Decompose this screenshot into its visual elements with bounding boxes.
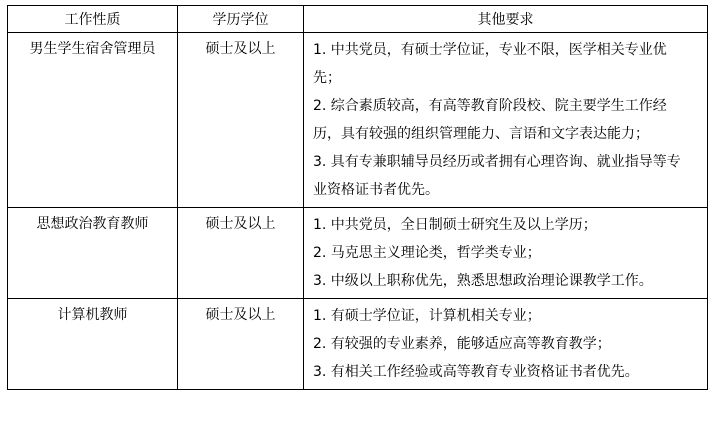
row-requirements — [304, 208, 708, 299]
requirement-item: 2. 马克思主义理论类，哲学类专业； — [313, 245, 541, 261]
requirement-item: 1. 中共党员，有硕士学位证，专业不限，医学相关专业优先； — [313, 42, 667, 86]
row-position: 思想政治教育教师 — [8, 208, 178, 299]
row-requirements — [304, 33, 708, 208]
requirement-item: 3. 中级以上职称优先，熟悉思想政治理论课教学工作。 — [313, 273, 653, 289]
table-row — [8, 33, 708, 208]
header-requirements: 其他要求 — [304, 6, 708, 33]
row-requirements — [304, 299, 708, 390]
requirement-item: 3. 有相关工作经验或高等教育专业资格证书者优先。 — [313, 364, 639, 380]
row-position: 计算机教师 — [8, 299, 178, 390]
requirement-item: 2. 有较强的专业素养，能够适应高等教育教学； — [313, 336, 611, 352]
row-degree: 硕士及以上 — [178, 208, 304, 299]
row-degree: 硕士及以上 — [178, 33, 304, 208]
row-degree: 硕士及以上 — [178, 299, 304, 390]
row-position: 男生学生宿舍管理员 — [8, 33, 178, 208]
requirements-table — [7, 5, 708, 390]
requirement-item: 1. 有硕士学位证，计算机相关专业； — [313, 308, 541, 324]
header-position: 工作性质 — [8, 6, 178, 33]
header-degree: 学历学位 — [178, 6, 304, 33]
table-row — [8, 208, 708, 299]
requirement-item: 3. 具有专兼职辅导员经历或者拥有心理咨询、就业指导等专业资格证书者优先。 — [313, 154, 681, 198]
table-header-row — [8, 6, 708, 33]
requirement-item: 1. 中共党员，全日制硕士研究生及以上学历； — [313, 217, 597, 233]
requirement-item: 2. 综合素质较高，有高等教育阶段校、院主要学生工作经历，具有较强的组织管理能力、言语和文字表达能力； — [313, 98, 667, 142]
table-row — [8, 299, 708, 390]
